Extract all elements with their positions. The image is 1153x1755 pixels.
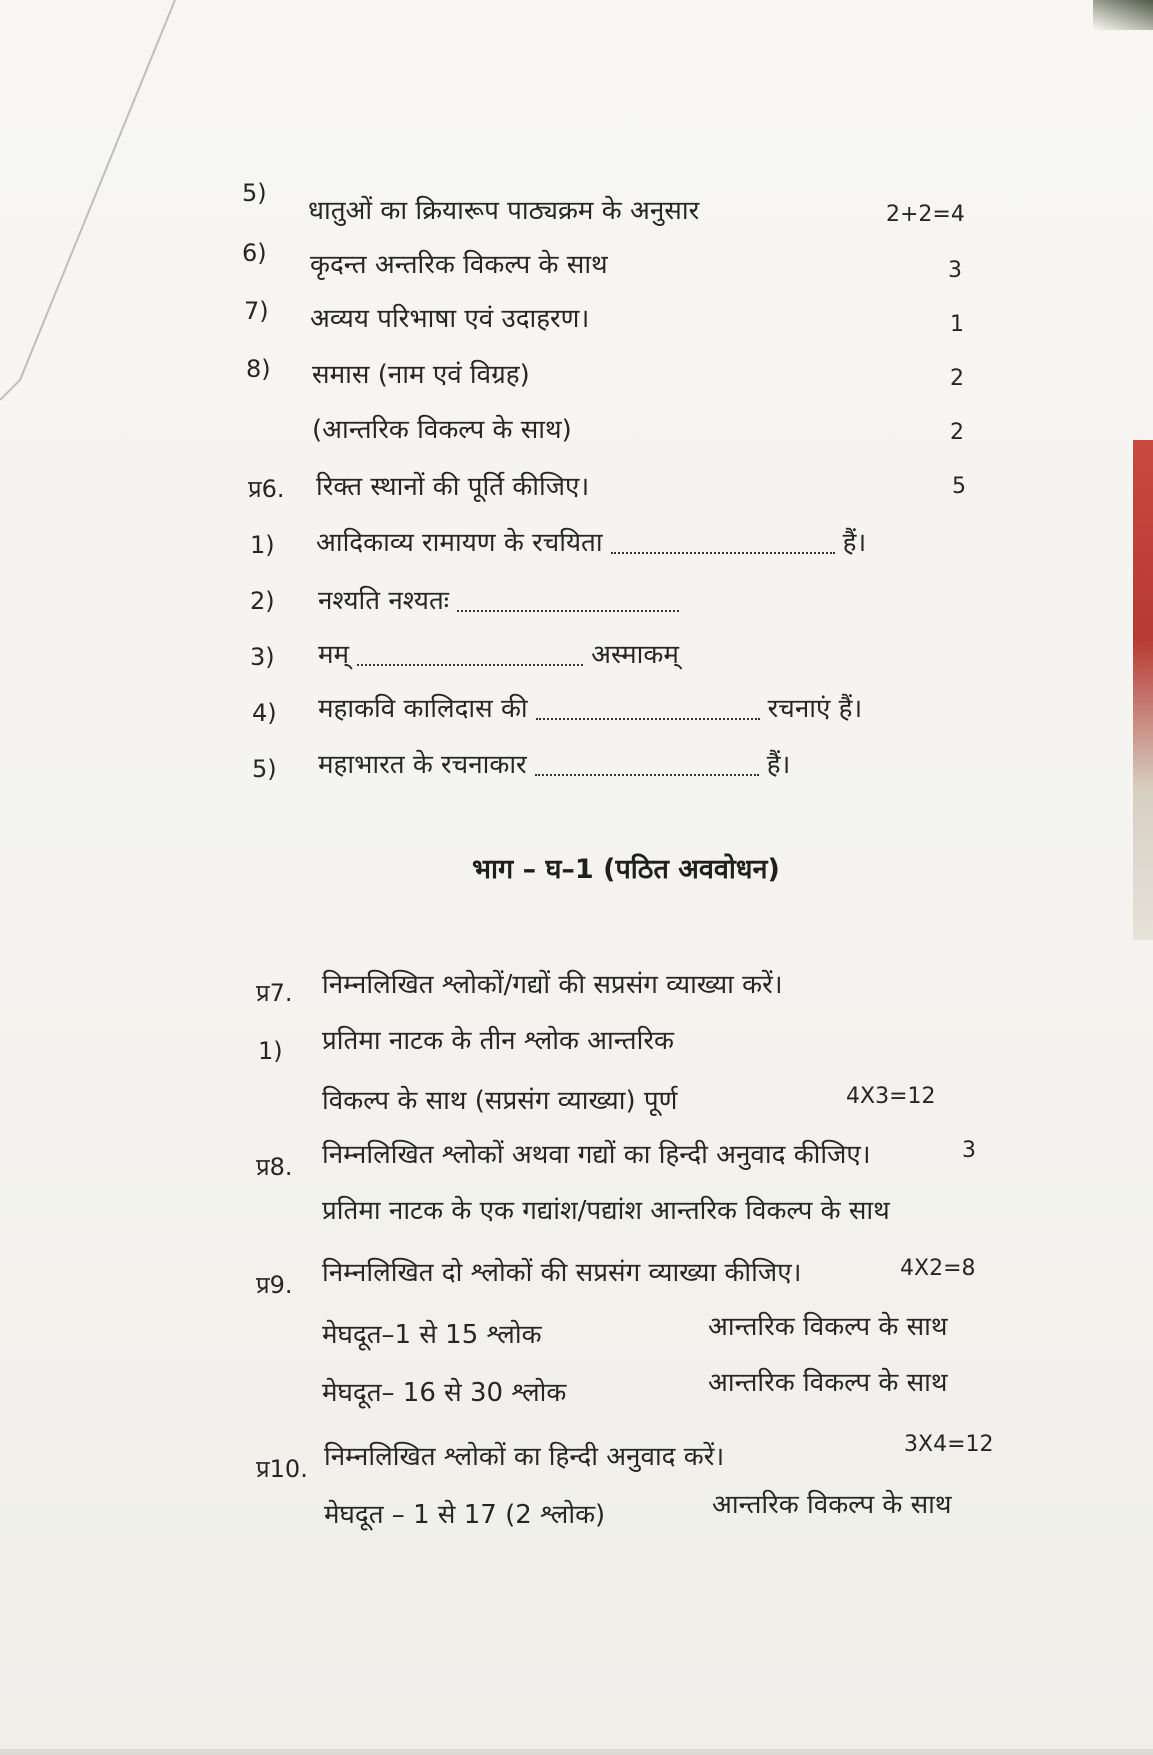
item-number: 7) — [244, 297, 269, 325]
item-marks: 3 — [948, 258, 962, 283]
question-marks: 3X4=12 — [904, 1432, 994, 1457]
blank-line — [457, 592, 679, 612]
fill-blank-item — [316, 526, 866, 560]
option-note: आन्तरिक विकल्प के साथ — [712, 1490, 952, 1520]
item-number: 2) — [250, 587, 275, 615]
blank-line — [536, 700, 760, 720]
blank-line — [357, 646, 583, 666]
blank-text-before: महाकवि कालिदास की — [318, 694, 528, 724]
question-marks: 3 — [962, 1138, 976, 1163]
item-number: 6) — [242, 239, 267, 267]
item-marks: 2 — [950, 366, 964, 391]
fill-blank-item — [318, 692, 862, 726]
item-text: प्रतिमा नाटक के तीन श्लोक आन्तरिक — [322, 1026, 674, 1056]
background-corner — [1093, 0, 1153, 30]
paper-fold-crease — [0, 0, 180, 420]
section-heading: भाग – घ–1 (पठित अववोधन) — [472, 854, 780, 885]
question-number: प्र10. — [256, 1455, 308, 1483]
question-text: निम्नलिखित श्लोकों/गद्यों की सप्रसंग व्याख्या करें। — [322, 970, 783, 1000]
blank-line — [611, 534, 835, 554]
item-number: 1) — [250, 531, 275, 559]
blank-text-after: हैं। — [842, 528, 867, 558]
blank-text-after: अस्माकम् — [591, 640, 679, 670]
item-text: समास (नाम एवं विग्रह) — [312, 360, 530, 390]
question-subtext: प्रतिमा नाटक के एक गद्यांश/पद्यांश आन्तरिक विकल्प के साथ — [322, 1196, 890, 1226]
item-number: 4) — [252, 699, 277, 727]
reference-range: मेघदूत–1 से 15 श्लोक — [322, 1320, 542, 1350]
blank-text-after: हैं। — [766, 750, 791, 780]
item-text: विकल्प के साथ (सप्रसंग व्याख्या) पूर्ण — [322, 1086, 678, 1116]
reference-range: मेघदूत – 1 से 17 (2 श्लोक) — [324, 1500, 606, 1530]
fill-blank-item — [318, 584, 687, 618]
item-marks: 2+2=4 — [886, 202, 965, 227]
option-note: आन्तरिक विकल्प के साथ — [708, 1312, 948, 1342]
blank-text-after: रचनाएं हैं। — [767, 694, 863, 724]
item-number: 5) — [252, 755, 277, 783]
question-number: प्र8. — [256, 1153, 293, 1181]
question-text: निम्नलिखित श्लोकों का हिन्दी अनुवाद करें। — [324, 1442, 725, 1472]
blank-text-before: मम् — [318, 640, 350, 670]
question-text: निम्नलिखित श्लोकों अथवा गद्यों का हिन्दी अनुवाद कीजिए। — [322, 1140, 871, 1170]
blank-line — [535, 756, 759, 776]
question-text: रिक्त स्थानों की पूर्ति कीजिए। — [316, 472, 590, 502]
item-number: 5) — [242, 179, 267, 207]
blank-text-before: आदिकाव्य रामायण के रचयिता — [316, 528, 603, 558]
option-note: आन्तरिक विकल्प के साथ — [708, 1368, 948, 1398]
item-text: (आन्तरिक विकल्प के साथ) — [312, 415, 572, 445]
background-edge — [1133, 440, 1153, 940]
blank-text-before: महाभारत के रचनाकार — [318, 750, 527, 780]
item-number: 8) — [246, 355, 271, 383]
question-text: निम्नलिखित दो श्लोकों की सप्रसंग व्याख्या कीजिए। — [322, 1258, 802, 1288]
item-number: 1) — [258, 1037, 283, 1065]
fill-blank-item — [318, 748, 790, 782]
question-number: प्र6. — [248, 475, 285, 503]
question-marks: 4X3=12 — [846, 1084, 936, 1109]
page-bottom-edge — [0, 1749, 1153, 1755]
question-marks: 4X2=8 — [900, 1256, 976, 1281]
blank-text-before: नश्यति नश्यतः — [318, 586, 450, 616]
item-text: कृदन्त अन्तरिक विकल्प के साथ — [310, 250, 608, 280]
question-number: प्र9. — [256, 1271, 293, 1299]
item-text: धातुओं का क्रियारूप पाठ्यक्रम के अनुसार — [308, 196, 700, 226]
item-marks: 2 — [950, 420, 964, 445]
fill-blank-item — [318, 638, 679, 672]
question-marks: 5 — [952, 474, 966, 499]
item-marks: 1 — [950, 312, 964, 337]
item-number: 3) — [250, 643, 275, 671]
item-text: अव्यय परिभाषा एवं उदाहरण। — [310, 304, 590, 334]
reference-range: मेघदूत– 16 से 30 श्लोक — [322, 1378, 567, 1408]
question-number: प्र7. — [256, 979, 293, 1007]
